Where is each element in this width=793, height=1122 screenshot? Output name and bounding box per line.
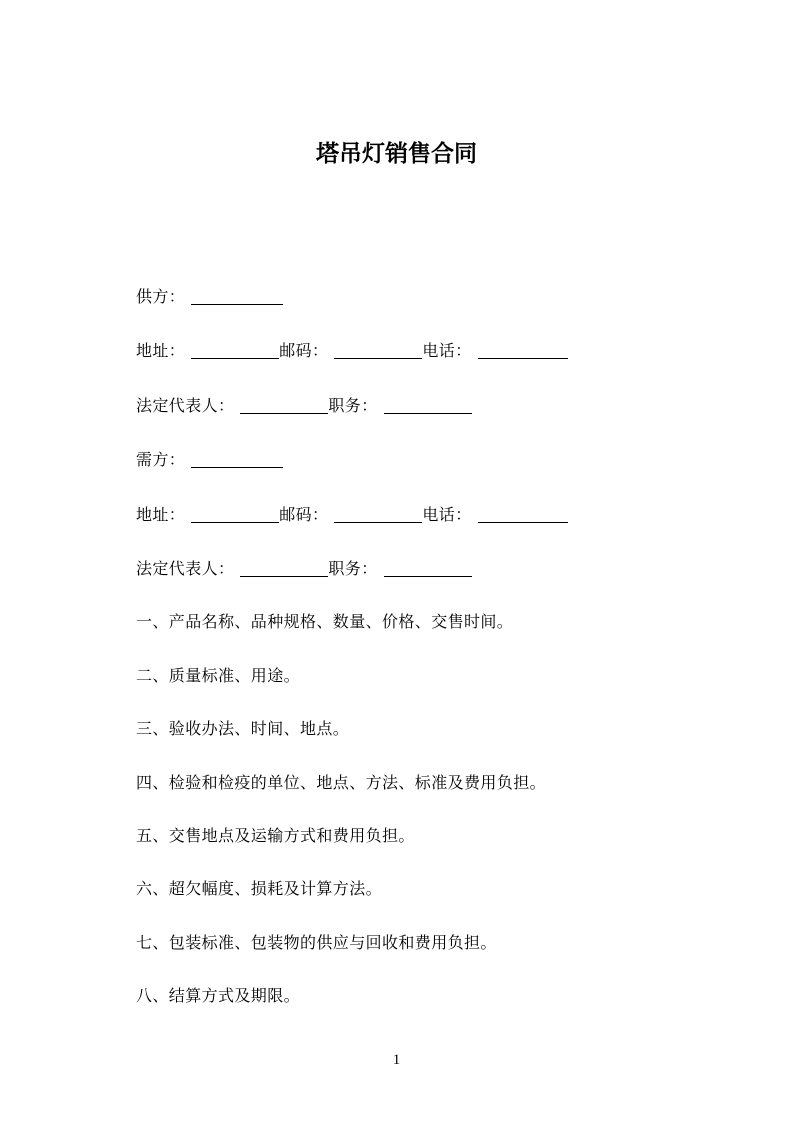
buyer-postcode-blank: [334, 507, 422, 523]
buyer-legal-rep-line: [136, 561, 696, 578]
page-number: 1: [392, 1052, 401, 1068]
clause-8: 八、结算方式及期限。: [136, 988, 301, 1006]
supplier-address-blank: [191, 343, 279, 359]
legal-representative-label: 法定代表人：: [136, 560, 235, 578]
document-title: 塔吊灯销售合同: [316, 140, 477, 166]
clause-5: 五、交售地点及运输方式和费用负担。: [136, 827, 415, 845]
supplier-legal-rep-line: [136, 398, 696, 415]
address-label: 地址：: [136, 343, 186, 361]
supplier-contact-line: [136, 343, 696, 360]
buyer-position-blank: [384, 561, 472, 577]
position-label: 职务：: [328, 397, 378, 415]
supplier-name-blank: [191, 289, 283, 305]
buyer-line: [136, 452, 696, 469]
buyer-label: 需方：: [136, 452, 186, 470]
supplier-postcode-blank: [334, 343, 422, 359]
document-body: [136, 289, 696, 1042]
supplier-line: [136, 289, 696, 306]
postcode-label: 邮码：: [279, 506, 329, 524]
postcode-label: 邮码：: [279, 343, 329, 361]
position-label: 职务：: [328, 560, 378, 578]
clause-7: 七、包装标准、包装物的供应与回收和费用负担。: [136, 934, 497, 952]
phone-label: 电话：: [422, 343, 472, 361]
address-label: 地址：: [136, 506, 186, 524]
supplier-label: 供方：: [136, 289, 186, 306]
supplier-legal-rep-blank: [240, 398, 328, 414]
clause-3: 三、验收办法、时间、地点。: [136, 721, 350, 739]
supplier-position-blank: [384, 398, 472, 414]
clause-2: 二、质量标准、用途。: [136, 667, 301, 685]
clause-6: 六、超欠幅度、损耗及计算方法。: [136, 881, 383, 899]
clause-4: 四、检验和检疫的单位、地点、方法、标准及费用负担。: [136, 774, 547, 792]
buyer-contact-line: [136, 507, 696, 524]
clause-1: 一、产品名称、品种规格、数量、价格、交售时间。: [136, 614, 514, 632]
buyer-name-blank: [191, 452, 283, 468]
buyer-address-blank: [191, 507, 279, 523]
supplier-phone-blank: [478, 343, 568, 359]
buyer-phone-blank: [478, 507, 568, 523]
phone-label: 电话：: [422, 506, 472, 524]
legal-representative-label: 法定代表人：: [136, 397, 235, 415]
buyer-legal-rep-blank: [240, 561, 328, 577]
